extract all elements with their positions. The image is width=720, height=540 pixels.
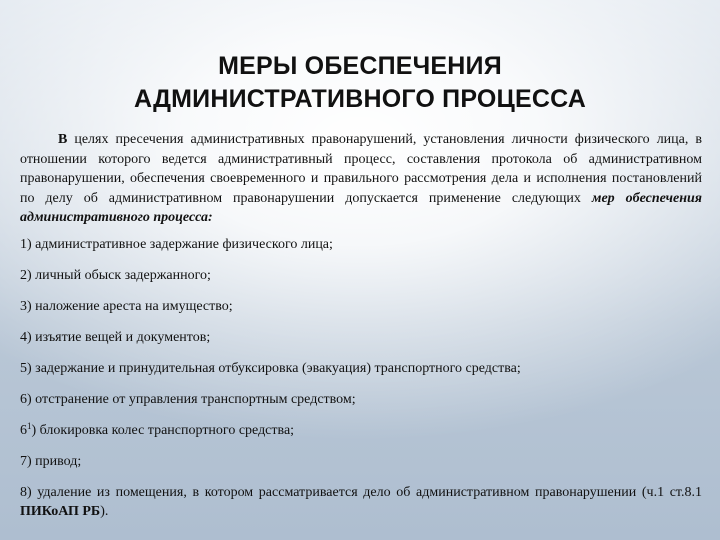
list-item: 7) привод;: [20, 453, 82, 469]
list-item-6-1: [20, 421, 702, 441]
list-item: 5) задержание и принудительная отбуксировка (эвакуация) транспортного средства;: [20, 360, 521, 376]
list-item: 1) административное задержание физического лица;: [20, 236, 333, 252]
item-8-text: 8) удаление из помещения, в котором рассматривается дело об административном правонарушении (ч.1 ст.8.1: [20, 484, 702, 500]
item-8-suffix: ).: [100, 504, 109, 519]
list-item-8: [20, 483, 702, 522]
body-text: [20, 130, 702, 522]
intro-text: целях пресечения административных правонарушений, установления личности физического лица, в отношении которого ведется административный процесс, составления протокола об административном правонарушении, обеспечения своевременного и правильного рассмотрения дела и исполнения постановлений по делу об административном правонарушении допускается применение следующих: [20, 132, 702, 206]
item-8-code: ПИКоАП РБ: [20, 504, 101, 519]
title-line-1: МЕРЫ ОБЕСПЕЧЕНИЯ: [218, 52, 502, 80]
list-item: 2) личный обыск задержанного;: [20, 267, 211, 283]
item-6-1-text: ) блокировка колес транспортного средства;: [31, 422, 295, 438]
page-title: [0, 50, 720, 116]
title-line-2: АДМИНИСТРАТИВНОГО ПРОЦЕССА: [133, 85, 587, 113]
item-6-1-prefix: 6: [20, 422, 27, 438]
intro-paragraph: [20, 130, 702, 228]
list-item: 3) наложение ареста на имущество;: [20, 298, 233, 314]
list-item: 6) отстранение от управления транспортным средством;: [20, 391, 356, 407]
list-item: 4) изъятие вещей и документов;: [20, 329, 211, 345]
item-6-1-superscript: 1: [27, 420, 32, 431]
intro-lead: В: [58, 132, 68, 147]
intro-emphasis: мер обеспечения административного процесса:: [20, 190, 703, 225]
